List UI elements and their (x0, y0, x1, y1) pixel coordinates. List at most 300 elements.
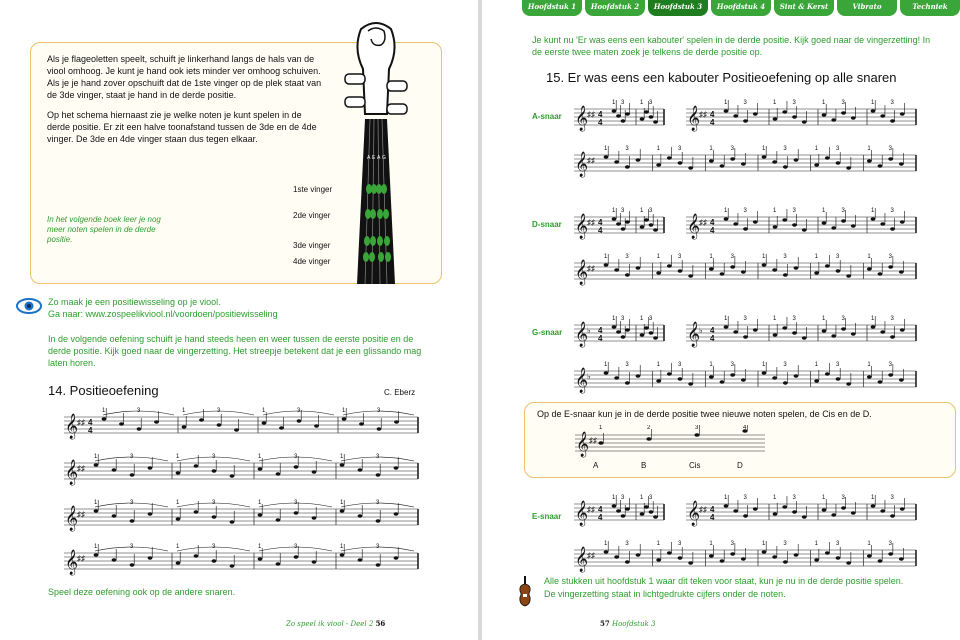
note-head (376, 563, 381, 566)
fingering-number: 3 (649, 316, 653, 322)
note-head (625, 112, 630, 115)
fingering-number: 1 (94, 454, 98, 460)
fingering-number: 3 (649, 208, 653, 214)
fingering-number: 1 (640, 495, 644, 501)
note-head (890, 335, 895, 338)
note-head (772, 555, 777, 558)
note-head (709, 267, 714, 270)
tab-techniek[interactable]: Techniek (900, 0, 960, 16)
time-signature-icon: 4 (710, 513, 715, 522)
note-head (871, 217, 876, 220)
time-signature-icon: 4 (598, 118, 603, 127)
treble-clef-icon: 𝄞 (65, 460, 79, 485)
note-head (878, 272, 883, 275)
fingering-number: 1 (640, 208, 644, 214)
fingering-number: 3 (841, 100, 845, 106)
fingering-number: 1 (599, 425, 603, 431)
note-head (358, 558, 363, 561)
note-head (846, 382, 851, 385)
note-head (340, 463, 345, 466)
fingering-number: 1 (724, 208, 728, 214)
fingering-number: 1 (656, 146, 661, 152)
fingering-number: 3 (621, 100, 625, 106)
note-head (867, 375, 872, 378)
tab-hoofdstuk-2[interactable]: Hoofdstuk 2 (585, 0, 645, 16)
note-head (137, 427, 142, 430)
note-head (358, 468, 363, 471)
fingering-number: 3 (212, 454, 216, 460)
note-head (612, 217, 617, 220)
chapter-tabs (522, 0, 960, 16)
fingering-number: 1 (612, 495, 616, 501)
fingering-number: 1 (822, 100, 826, 106)
note-head (649, 510, 654, 513)
fingering-number: 1 (724, 316, 728, 322)
note-head (782, 326, 787, 329)
note-head (148, 466, 153, 469)
note-head (741, 270, 746, 273)
tab-hoofdstuk-4[interactable]: Hoofdstuk 4 (711, 0, 771, 16)
fingering-number: 1 (867, 541, 871, 547)
fingering-number: 1 (640, 100, 644, 106)
key-signature-icon: ♯♯ (699, 505, 707, 514)
note-label-cis: Cis (689, 461, 701, 470)
note-head (841, 506, 846, 509)
note-head (294, 465, 299, 468)
video-instructions (48, 296, 278, 320)
note-head (394, 420, 399, 423)
fingering-number: 1 (640, 316, 644, 322)
fingering-number: 1 (822, 495, 826, 501)
fingering-number: 3 (137, 408, 141, 414)
fingering-number: 3 (792, 100, 796, 106)
fingering-number: 3 (294, 500, 298, 506)
note-head (394, 556, 399, 559)
video-link[interactable]: Ga naar: www.zospeelikviool.nl/voordoen/positiewisseling (48, 309, 278, 319)
fingering-number: 1 (258, 544, 262, 550)
note-head (743, 227, 748, 230)
fingering-number: 3 (890, 100, 894, 106)
fingering-number: 3 (212, 544, 216, 550)
fingering-number: 3 (841, 208, 845, 214)
note-head (733, 330, 738, 333)
fingering-number: 1 (656, 254, 661, 260)
treble-clef-icon: 𝄞 (575, 260, 589, 285)
fingering-number: 3 (695, 425, 699, 431)
fingering-number: 1 (262, 408, 266, 414)
third-position-info-box (30, 42, 442, 284)
note-head (792, 223, 797, 226)
note-head (720, 380, 725, 383)
fingering-number: 1 (867, 254, 871, 260)
exercise-14-title: 14. Positieoefening (48, 383, 159, 398)
staff-system (574, 100, 664, 131)
note-head (709, 554, 714, 557)
note-head (612, 109, 617, 112)
fingering-number: 1 (94, 500, 98, 506)
note-head (792, 331, 797, 334)
fingering-number: 3 (890, 208, 894, 214)
note-head (625, 273, 630, 276)
note-head (640, 117, 645, 120)
treble-clef-icon: 𝄞 (687, 322, 701, 347)
key-signature-icon: ♭ (587, 372, 591, 381)
note-head (154, 420, 159, 423)
note-head (649, 331, 654, 334)
note-head (616, 330, 621, 333)
treble-clef-icon: 𝄞 (65, 414, 79, 439)
note-head (772, 160, 777, 163)
fingering-number: 3 (678, 541, 682, 547)
fingering-number: 1 (871, 208, 875, 214)
note-head (621, 119, 626, 122)
time-signature-icon: 4 (710, 110, 715, 119)
tab-vibrato[interactable]: Vibrato (837, 0, 897, 16)
fingering-number: 1 (814, 541, 819, 547)
fingering-number: 1 (604, 254, 608, 260)
note-head (644, 218, 649, 221)
note-head (276, 562, 281, 565)
fingering-number: 1 (822, 208, 826, 214)
note-head (890, 514, 895, 517)
note-head (625, 507, 630, 510)
note-head (667, 156, 672, 159)
note-head (741, 557, 746, 560)
note-head (112, 468, 117, 471)
note-head (762, 263, 767, 266)
note-head (802, 228, 807, 231)
note-head (625, 220, 630, 223)
note-head (783, 273, 788, 276)
note-head (792, 510, 797, 513)
key-signature-icon: ♯♯ (587, 218, 595, 227)
note-head (753, 328, 758, 331)
fingering-number: 3 (377, 408, 381, 414)
fingering-number: 3 (888, 254, 893, 260)
note-head (217, 423, 222, 426)
note-head (616, 509, 621, 512)
fingering-number: 1 (612, 316, 616, 322)
fingering-number: 1 (762, 541, 766, 547)
fingering-number: 3 (678, 254, 682, 260)
finger-label-3: 3de vinger (293, 241, 331, 250)
note-head (194, 554, 199, 557)
note-head (176, 517, 181, 520)
fingering-number: 1 (871, 316, 875, 322)
note-head (314, 424, 319, 427)
note-head (773, 512, 778, 515)
treble-clef-icon: 𝄞 (575, 501, 589, 526)
note-head (825, 551, 830, 554)
time-signature-icon: 4 (598, 218, 603, 227)
tab-hoofdstuk-1[interactable]: Hoofdstuk 1 (522, 0, 582, 16)
fingering-number: 1 (176, 454, 180, 460)
note-head (836, 269, 841, 272)
note-head (782, 110, 787, 113)
staff-system (574, 208, 664, 239)
fingering-number: 3 (743, 316, 747, 322)
note-head (377, 427, 382, 430)
string-label-a: A-snaar (532, 112, 562, 121)
note-head (644, 110, 649, 113)
fingering-number: 1 (612, 100, 616, 106)
note-head (656, 271, 661, 274)
key-signature-icon: ♯♯ (699, 110, 707, 119)
tab-sint-kerst[interactable]: Sint & Kerst (774, 0, 834, 16)
exercise-14-score (62, 405, 420, 580)
note-head (621, 335, 626, 338)
fingering-number: 3 (625, 146, 629, 152)
fingering-number: 1 (867, 146, 871, 152)
right-page-footer (600, 619, 655, 628)
svg-text:A: A (367, 155, 371, 161)
note-head (814, 558, 819, 561)
note-head (720, 559, 725, 562)
note-head (625, 381, 630, 384)
note-head (899, 557, 904, 560)
note-head (394, 466, 399, 469)
note-head (900, 112, 905, 115)
fingering-number: 3 (678, 146, 682, 152)
note-head (656, 558, 661, 561)
svg-text:E: E (372, 155, 376, 161)
note-head (900, 328, 905, 331)
info-paragraph-2: Op het schema hiernaast zie je welke noten je kunt spelen in de derde positie. Er zit een halve toonafstand tussen de 3de en de 4de vinger. De 3de en 4de vinger staan dus tegen elkaar. (47, 110, 317, 144)
fingering-number: 1 (258, 500, 262, 506)
fingering-number: 3 (792, 316, 796, 322)
time-signature-icon: 4 (88, 426, 93, 435)
note-head (612, 504, 617, 507)
note-head (724, 325, 729, 328)
time-signature-icon: 4 (598, 513, 603, 522)
fingering-number: 1 (176, 500, 180, 506)
fingering-number: 3 (625, 254, 629, 260)
note-head (900, 220, 905, 223)
note-head (212, 515, 217, 518)
note-head (656, 163, 661, 166)
eye-icon[interactable] (16, 298, 42, 314)
note-head (148, 556, 153, 559)
fingering-number: 3 (294, 454, 298, 460)
note-head (614, 160, 619, 163)
note-head (616, 222, 621, 225)
treble-clef-icon: 𝄞 (575, 214, 589, 239)
fingering-number: 1 (604, 146, 608, 152)
fingering-number: 1 (176, 544, 180, 550)
new-notes-staff (575, 425, 765, 459)
note-head (653, 228, 658, 231)
fingering-number: 3 (649, 100, 653, 106)
note-head (880, 509, 885, 512)
treble-clef-icon: 𝄞 (687, 106, 701, 131)
fingering-number: 3 (730, 146, 735, 152)
note-head (709, 375, 714, 378)
note-head (94, 463, 99, 466)
note-head (822, 221, 827, 224)
key-signature-icon: ♯♯ (699, 218, 707, 227)
note-head (792, 115, 797, 118)
staff-system (686, 100, 916, 131)
fingering-number: 3 (649, 495, 653, 501)
note-head (258, 467, 263, 470)
fingering-number: 4 (743, 425, 747, 431)
note-head (878, 559, 883, 562)
fingering-number: 3 (783, 146, 787, 152)
note-head (831, 118, 836, 121)
note-head (604, 371, 609, 374)
note-head (640, 512, 645, 515)
note-head (621, 514, 626, 517)
exercise-15-title: 15. Er was eens een kabouter Positieoefening op alle snaren (546, 70, 897, 85)
note-head (230, 564, 235, 567)
fingering-number: 1 (709, 146, 713, 152)
note-head (636, 553, 641, 556)
fingering-number: 1 (102, 408, 106, 414)
note-head (851, 224, 856, 227)
footer-instruction: Speel deze oefening ook op de andere snaren. (48, 587, 236, 597)
tab-hoofdstuk-3[interactable]: Hoofdstuk 3 (648, 0, 708, 16)
note-head (831, 226, 836, 229)
treble-clef-icon: 𝄞 (687, 501, 701, 526)
key-signature-icon: ♯♯ (587, 264, 595, 273)
key-signature-icon: ♯♯ (587, 110, 595, 119)
finger-label-4: 4de vinger (293, 257, 331, 266)
fingering-number: 1 (340, 454, 344, 460)
key-signature-icon: ♯♯ (587, 156, 595, 165)
fingering-number: 1 (814, 362, 819, 368)
note-head (212, 559, 217, 562)
note-head (720, 272, 725, 275)
note-head (94, 509, 99, 512)
fingering-number: 3 (743, 495, 747, 501)
time-signature-icon: 4 (710, 326, 715, 335)
fingering-number: 1 (604, 362, 608, 368)
note-head (230, 474, 235, 477)
note-head (825, 264, 830, 267)
note-head (841, 219, 846, 222)
note-head (598, 441, 603, 445)
fingering-number: 1 (709, 362, 713, 368)
note-head (783, 560, 788, 563)
note-head (867, 159, 872, 162)
staff-system (64, 408, 418, 439)
note-head (625, 560, 630, 563)
note-head (743, 514, 748, 517)
note-head (182, 425, 187, 428)
fingering-number: 1 (762, 146, 766, 152)
note-head (653, 120, 658, 123)
treble-clef-icon: 𝄞 (687, 214, 701, 239)
note-head (688, 274, 693, 277)
note-head (212, 469, 217, 472)
note-head (636, 158, 641, 161)
note-head (678, 161, 683, 164)
note-head (814, 379, 819, 382)
time-signature-icon: 4 (710, 334, 715, 343)
treble-clef-icon: 𝄞 (575, 152, 589, 177)
fingering-number: 1 (724, 495, 728, 501)
fingering-number: 1 (822, 316, 826, 322)
staff-system (64, 454, 418, 485)
composer-name: C. Eberz (384, 388, 416, 397)
exercise-15-score (574, 95, 918, 395)
fingering-number: 1 (656, 362, 661, 368)
fingering-number: 1 (258, 454, 262, 460)
note-head (730, 157, 735, 160)
fingering-number: 3 (792, 495, 796, 501)
note-head (743, 119, 748, 122)
note-head (649, 115, 654, 118)
note-head (112, 514, 117, 517)
note-head (773, 333, 778, 336)
note-head (640, 225, 645, 228)
fingering-number: 3 (783, 541, 787, 547)
note-head (653, 515, 658, 518)
fingering-number: 1 (182, 408, 186, 414)
key-signature-icon: ♭ (699, 326, 703, 335)
note-head (814, 163, 819, 166)
note-head (753, 112, 758, 115)
note-head (130, 519, 135, 522)
note-head (297, 419, 302, 422)
fingering-number: 3 (783, 362, 787, 368)
note-head (604, 155, 609, 158)
note-label-d: D (737, 461, 743, 470)
key-signature-icon: ♭ (587, 326, 591, 335)
string-label-d: D-snaar (532, 220, 562, 229)
key-signature-icon: ♯♯ (587, 551, 595, 560)
note-head (831, 513, 836, 516)
info-text (47, 53, 327, 153)
e-string-box-text: Op de E-snaar kun je in de derde positie twee nieuwe noten spelen, de Cis en de D. (537, 409, 872, 419)
left-page (0, 0, 478, 640)
fingering-number: 3 (376, 500, 380, 506)
fingering-number: 3 (730, 362, 735, 368)
fingering-number: 1 (762, 362, 766, 368)
note-label-a: A (593, 461, 599, 470)
note-head (646, 437, 651, 441)
finger-label-2: 2de vinger (293, 211, 331, 220)
violin-icon (518, 574, 532, 608)
note-head (176, 561, 181, 564)
fingering-number: 1 (604, 541, 608, 547)
treble-clef-icon: 𝄞 (575, 547, 589, 572)
fingering-number: 3 (625, 362, 629, 368)
fingering-number: 3 (836, 541, 840, 547)
note-head (841, 111, 846, 114)
left-page-footer (286, 619, 385, 628)
note-head (614, 268, 619, 271)
note-head (102, 417, 107, 420)
note-head (794, 266, 799, 269)
right-page (482, 0, 960, 640)
time-signature-icon: 4 (598, 326, 603, 335)
fingering-number: 3 (678, 362, 682, 368)
fingering-number: 3 (625, 541, 629, 547)
treble-clef-icon: 𝄞 (65, 550, 79, 575)
fingering-number: 3 (743, 100, 747, 106)
fingering-number: 1 (871, 100, 875, 106)
note-head (112, 558, 117, 561)
fingering-number: 3 (621, 208, 625, 214)
svg-text:G: G (382, 155, 386, 161)
note-head (376, 473, 381, 476)
note-head (724, 504, 729, 507)
note-head (899, 378, 904, 381)
treble-clef-icon: 𝄞 (65, 506, 79, 531)
note-head (276, 518, 281, 521)
treble-clef-icon: 𝄞 (576, 432, 590, 457)
